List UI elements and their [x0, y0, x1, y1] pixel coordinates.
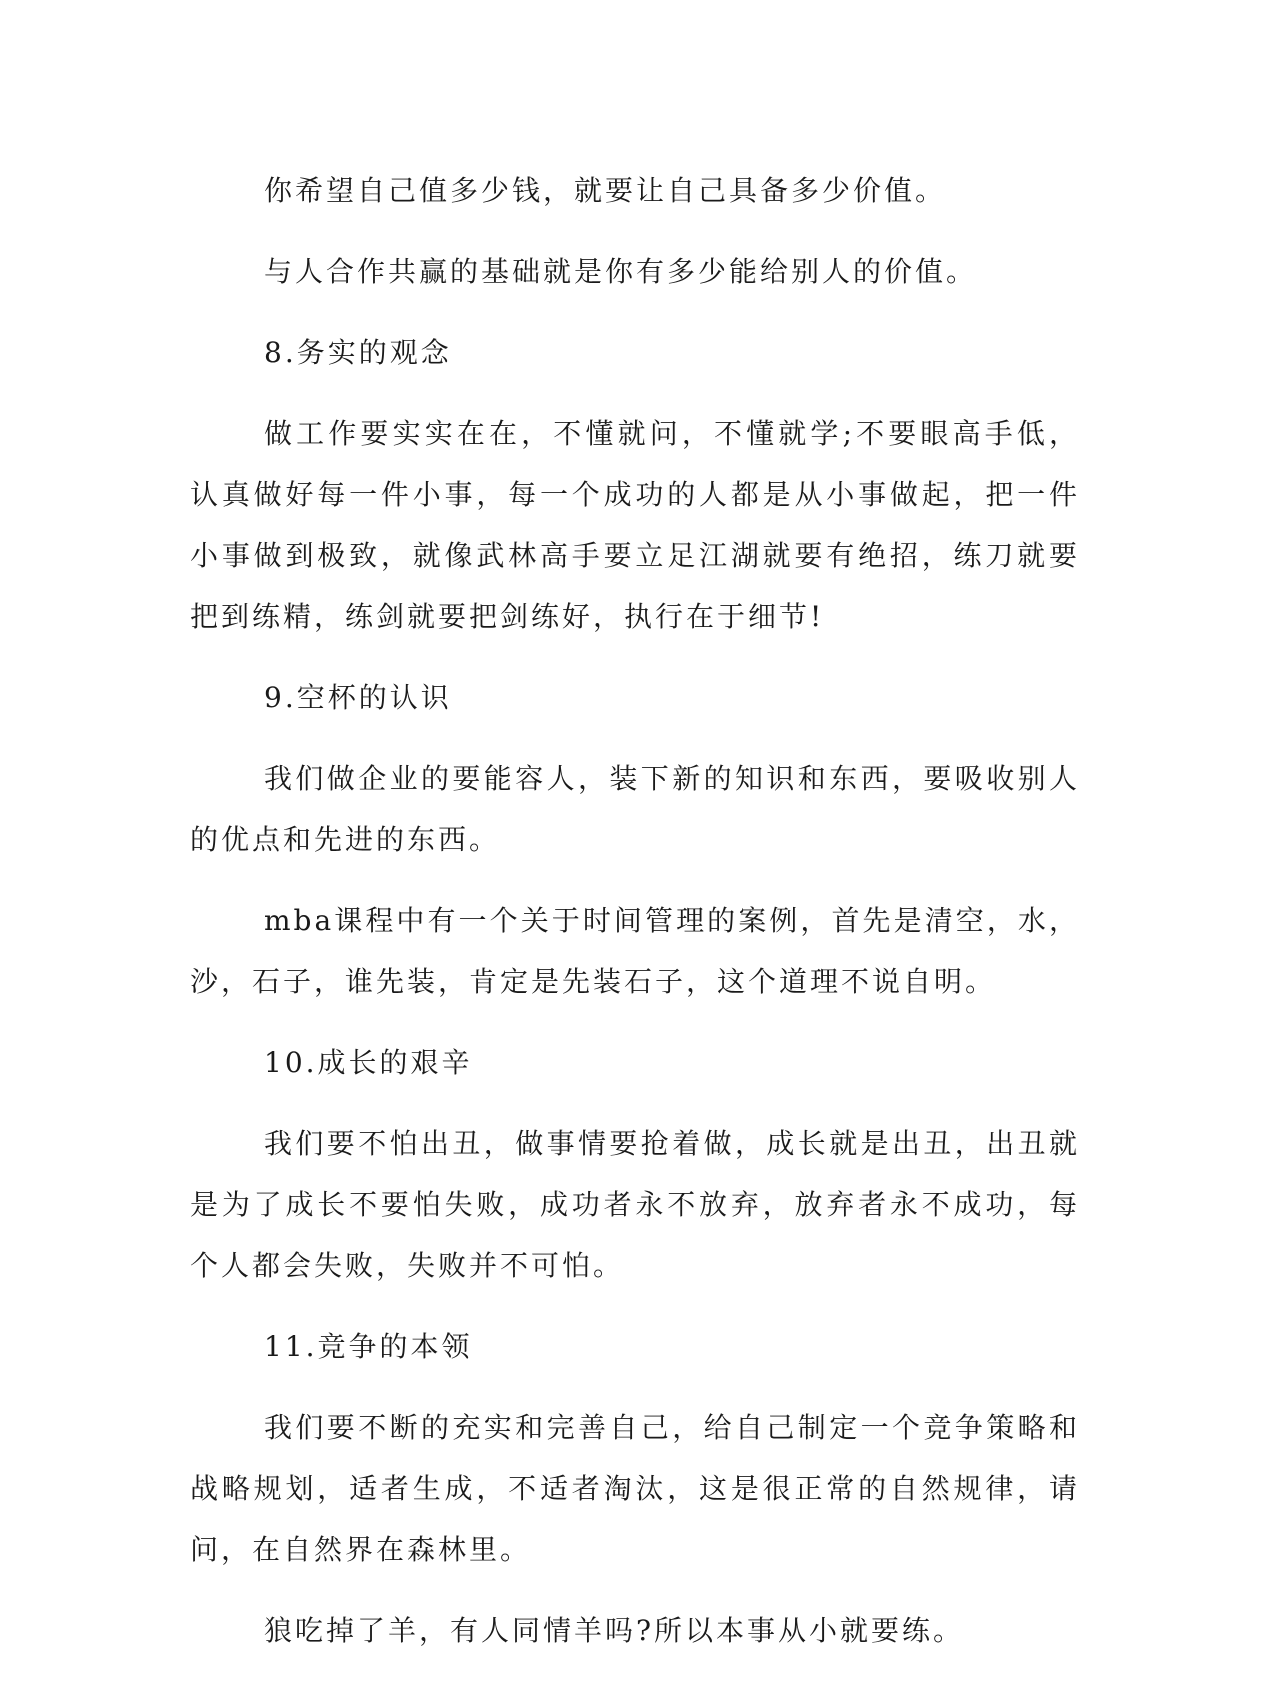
paragraph: 你希望自己值多少钱，就要让自己具备多少价值。 — [264, 174, 947, 207]
paragraph: 我们做企业的要能容人，装下新的知识和东西，要吸收别人的优点和先进的东西。 — [190, 762, 1080, 856]
paragraph: 狼吃掉了羊，有人同情羊吗?所以本事从小就要练。 — [264, 1614, 965, 1647]
paragraph: 做工作要实实在在，不懂就问，不懂就学;不要眼高手低，认真做好每一件小事，每一个成功的人都是从小事做起，把一件小事做到极致，就像武林高手要立足江湖就要有绝招，练刀就要把到练精，练剑就要把剑练好，执行在于细节! — [190, 417, 1080, 633]
paragraph: mba课程中有一个关于时间管理的案例，首先是清空，水，沙，石子，谁先装，肯定是先装石子，这个道理不说自明。 — [190, 904, 1080, 998]
paragraph: 我们要不怕出丑，做事情要抢着做，成长就是出丑，出丑就是为了成长不要怕失败，成功者永不放弃，放弃者永不成功，每个人都会失败，失败并不可怕。 — [190, 1127, 1080, 1282]
paragraph: 我们要不断的充实和完善自己，给自己制定一个竞争策略和战略规划，适者生成，不适者淘汰，这是很正常的自然规律，请问，在自然界在森林里。 — [190, 1411, 1080, 1566]
section-heading: 10.成长的艰辛 — [264, 1046, 473, 1079]
document-body — [190, 160, 1080, 1681]
paragraph: 与人合作共赢的基础就是你有多少能给别人的价值。 — [264, 255, 978, 288]
section-heading: 11.竞争的本领 — [264, 1330, 473, 1363]
section-heading: 8.务实的观念 — [264, 336, 452, 369]
section-heading: 9.空杯的认识 — [264, 681, 452, 714]
